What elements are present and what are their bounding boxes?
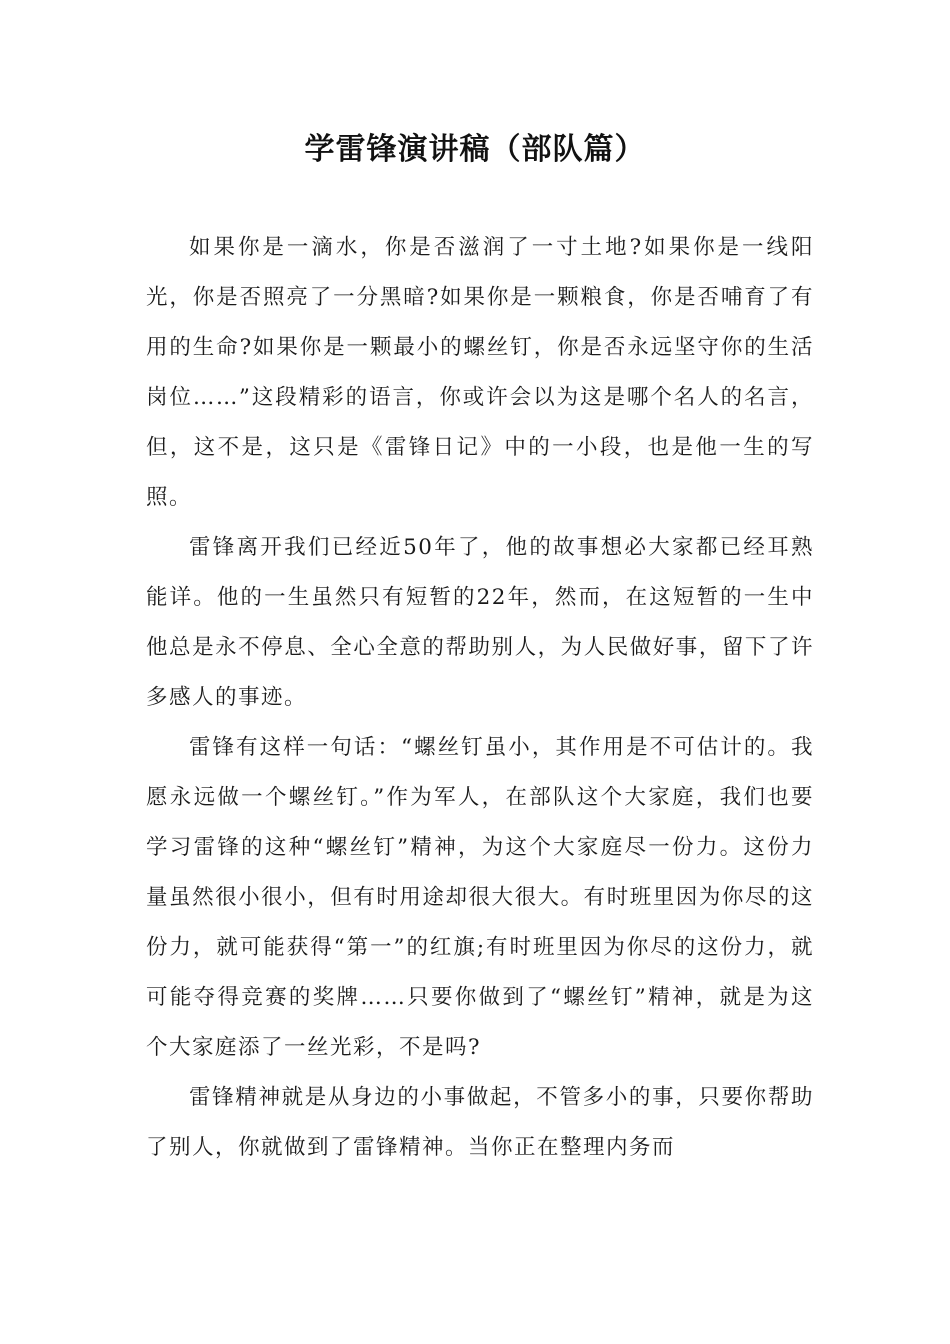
paragraph-3: 雷锋有这样一句话：“螺丝钉虽小，其作用是不可估计的。我愿永远做一个螺丝钉。”作为军人，在部队这个大家庭，我们也要学习雷锋的这种“螺丝钉”精神，为这个大家庭尽一份力。这份力量虽然很小很小，但有时用途却很大很大。有时班里因为你尽的这份力，就可能获得“第一”的红旗;有时班里因为你尽的这份力，就可能夺得竞赛的奖牌……只要你做到了“螺丝钉”精神，就是为这个大家庭添了一丝光彩，不是吗? [146, 735, 814, 1060]
document-title: 学雷锋演讲稿（部队篇） [304, 132, 646, 167]
paragraph-4: 雷锋精神就是从身边的小事做起，不管多小的事，只要你帮助了别人，你就做到了雷锋精神。当你正在整理内务而 [146, 1085, 814, 1160]
document-body [146, 223, 814, 1173]
paragraph-1: 如果你是一滴水，你是否滋润了一寸土地?如果你是一线阳光，你是否照亮了一分黑暗?如果你是一颗粮食，你是否哺育了有用的生命?如果你是一颗最小的螺丝钉，你是否永远坚守你的生活岗位……”这段精彩的语言，你或许会以为这是哪个名人的名言，但，这不是，这只是《雷锋日记》中的一小段，也是他一生的写照。 [146, 235, 814, 510]
paragraph-2: 雷锋离开我们已经近50年了，他的故事想必大家都已经耳熟能详。他的一生虽然只有短暂的22年，然而，在这短暂的一生中他总是永不停息、全心全意的帮助别人，为人民做好事，留下了许多感人的事迹。 [146, 535, 814, 710]
